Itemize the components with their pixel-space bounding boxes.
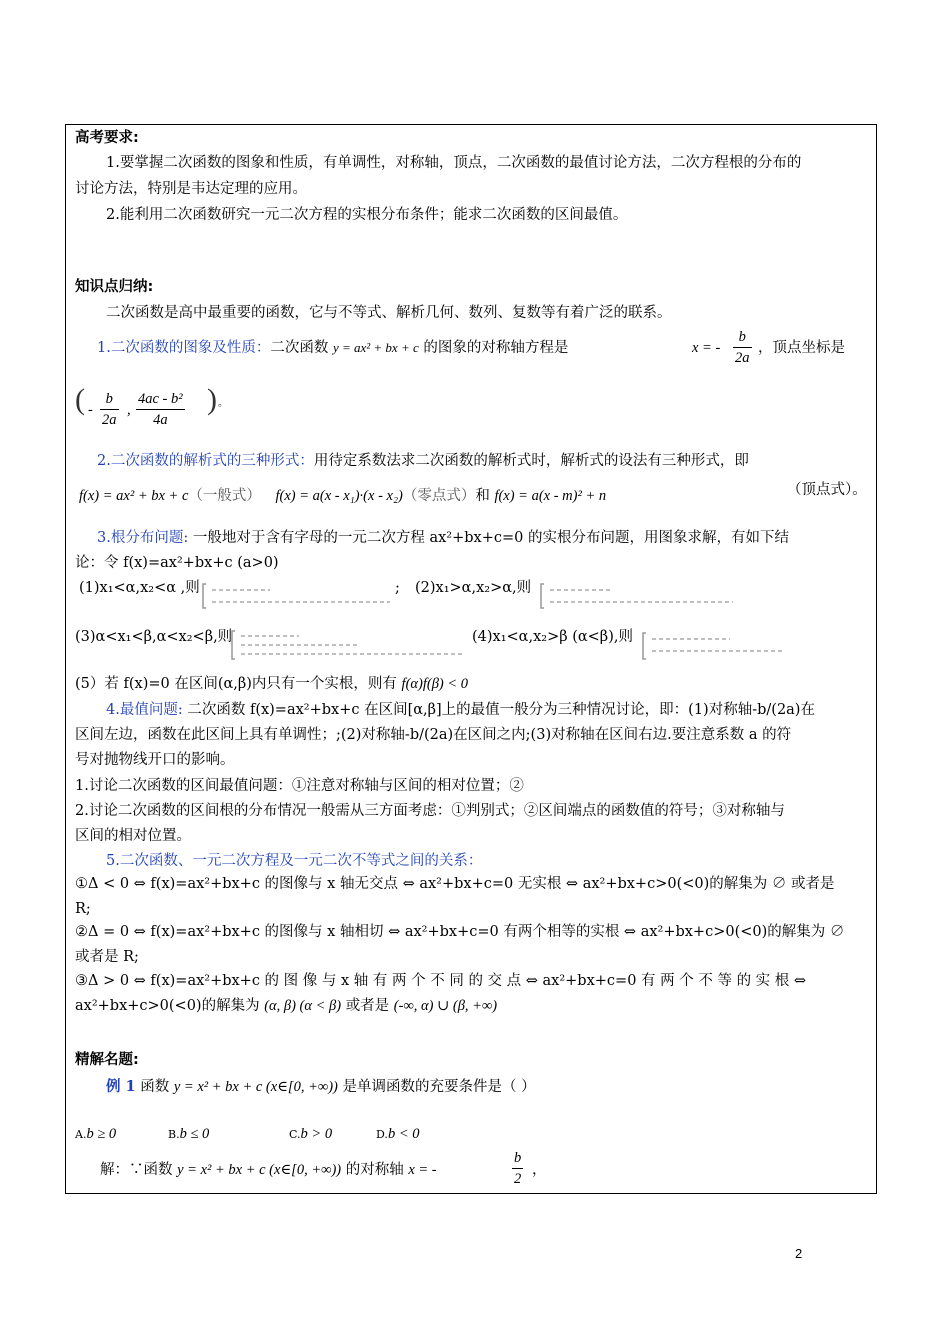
- requirements-heading: 高考要求:: [75, 130, 139, 146]
- option-b-label: B.: [168, 1128, 180, 1141]
- option-c-value: b > 0: [300, 1126, 333, 1142]
- relation-1-cont: R;: [75, 901, 91, 917]
- knowledge-heading: 知识点归纳:: [75, 279, 154, 295]
- point-2-forms: [79, 486, 606, 506]
- option-d-label: D.: [376, 1128, 388, 1141]
- example-1: [106, 1077, 536, 1097]
- point-1-formula: y = ax² + bx + c: [332, 340, 419, 355]
- case-1: (1)x₁<α,x₂<α ,则: [79, 580, 200, 596]
- relation-3-cont: [75, 996, 497, 1016]
- solution-text-b: 的对称轴: [345, 1162, 404, 1178]
- example-1-formula: y = x² + bx + c (x∈[0, +∞)): [173, 1079, 338, 1095]
- case-1-sep: ;: [395, 580, 400, 596]
- condition-system-1: [200, 582, 400, 610]
- vertex-period: 。: [218, 398, 228, 409]
- point-2-line: [97, 451, 749, 471]
- point-1-text-b: 的图象的对称轴方程是: [423, 340, 569, 356]
- point-2-label: 2.二次函数的解析式的三种形式：: [97, 453, 314, 469]
- option-d-value: b < 0: [387, 1126, 420, 1142]
- point-5-label: 5.二次函数、一元二次方程及一元二次不等式之间的关系：: [106, 853, 483, 869]
- point-2-text: 用待定系数法求二次函数的解析式时，解析式的设法有三种形式，即: [313, 453, 749, 469]
- relation-3: ③Δ > 0 ⇔ f(x)=ax²+bx+c 的 图 像 与 x 轴 有 两 个 不 同 的 交 点 ⇔ ax²+bx+c=0 有 两 个 不 等 的 实 根 ⇔: [75, 973, 807, 989]
- case-4: (4)x₁<α,x₂>β (α<β),则: [472, 629, 633, 645]
- point-4-text: 二次函数 f(x)=ax²+bx+c 在区间[α,β]上的最值一般分为三种情况讨论，即：(1)对称轴-b/(2a)在: [187, 702, 815, 718]
- point-4-line: [106, 700, 815, 720]
- relation-2-cont: 或者是 R;: [75, 949, 139, 965]
- solution-axis-frac: [512, 1148, 523, 1189]
- axis-den: 2a: [735, 350, 750, 366]
- point-1-line: [97, 338, 568, 358]
- option-a-value: b ≥ 0: [86, 1126, 117, 1142]
- point-3-line: [97, 528, 789, 548]
- vertex-num-1: b: [100, 389, 119, 410]
- frac-axis: [733, 327, 752, 368]
- solution-text: 解：∵函数: [100, 1162, 173, 1178]
- solution-axis-num: b: [512, 1148, 523, 1169]
- axis-num: b: [733, 327, 752, 348]
- case-2: (2)x₁>α,x₂>α,则: [415, 580, 532, 596]
- option-d: [376, 1124, 419, 1145]
- relation-3-set-1: (α, β) (α < β): [264, 998, 342, 1014]
- examples-heading: 精解名题:: [75, 1052, 139, 1068]
- knowledge-intro: 二次函数是高中最重要的函数，它与不等式、解析几何、数列、复数等有着广泛的联系。: [106, 305, 672, 321]
- note-2: 2.讨论二次函数的区间根的分布情况一般需从三方面考虑：①判别式；②区间端点的函数值的符号；③对称轴与: [75, 803, 785, 819]
- example-1-question: 是单调函数的充要条件是（ ）: [342, 1079, 536, 1095]
- vertex-frac-2: [136, 389, 185, 430]
- vertex-minus: -: [88, 402, 93, 418]
- vertex-paren-right: ): [207, 383, 217, 416]
- example-1-text: 函数: [140, 1079, 170, 1095]
- axis-lhs: x = -: [692, 340, 721, 356]
- solution-end: ，: [532, 1162, 547, 1178]
- vertex-label: ，顶点坐标是: [758, 340, 845, 356]
- form-vertex: f(x) = a(x - m)² + n: [494, 488, 607, 504]
- note-1: 1.讨论二次函数的区间最值问题：①注意对称轴与区间的相对位置；②: [75, 778, 524, 794]
- solution-formula: y = x² + bx + c (x∈[0, +∞)): [177, 1162, 342, 1178]
- form-zero: f(x) = a(x - x₁)·(x - x₂): [275, 488, 403, 504]
- relation-3-text: ax²+bx+c>0(<0)的解集为: [75, 998, 260, 1014]
- point-1-label: 1.二次函数的图象及性质：: [97, 340, 271, 356]
- solution-line: [100, 1160, 437, 1180]
- option-a: [75, 1124, 116, 1145]
- case-5: [75, 674, 468, 694]
- form-general: f(x) = ax² + bx + c: [79, 488, 189, 504]
- point-4-text-c: 号对抛物线开口的影响。: [75, 752, 235, 768]
- point-3-text: 一般地对于含有字母的一元二次方程 ax²+bx+c=0 的实根分布问题，用图象求解，有如下结: [192, 530, 789, 546]
- solution-axis-den: 2: [514, 1171, 522, 1187]
- relation-2: ②Δ = 0 ⇔ f(x)=ax²+bx+c 的图像与 x 轴相切 ⇔ ax²+bx+c=0 有两个相等的实根 ⇔ ax²+bx+c>0(<0)的解集为 ∅: [75, 924, 845, 940]
- page-number: 2: [795, 1246, 803, 1261]
- vertex-den-1: 2a: [102, 412, 117, 428]
- vertex-frac-1: [100, 389, 119, 430]
- condition-system-2: [538, 582, 738, 610]
- relation-3-set-2: (-∞, α) ∪ (β, +∞): [393, 998, 498, 1014]
- case-3: (3)α<x₁<β,α<x₂<β,则: [75, 629, 233, 645]
- point-3-label: 3.根分布问题:: [97, 530, 189, 546]
- requirement-2: 2.能利用二次函数研究一元二次方程的实根分布条件；能求二次函数的区间最值。: [106, 207, 628, 223]
- point-3-text-b: 论：令 f(x)=ax²+bx+c (a>0): [75, 555, 279, 571]
- requirement-1: 1.要掌握二次函数的图象和性质，有单调性，对称轴，顶点，二次函数的最值讨论方法，二次方程根的分布的: [106, 155, 802, 171]
- option-a-label: A.: [75, 1128, 87, 1141]
- form-zero-note: （零点式）: [402, 488, 476, 504]
- vertex-num-2: 4ac - b²: [136, 389, 185, 410]
- form-general-note: （一般式）: [188, 488, 261, 504]
- relation-1: ①Δ < 0 ⇔ f(x)=ax²+bx+c 的图像与 x 轴无交点 ⇔ ax²+bx+c=0 无实根 ⇔ ax²+bx+c>0(<0)的解集为 ∅ 或者是: [75, 876, 835, 892]
- option-c: [289, 1124, 332, 1145]
- requirement-1-cont: 讨论方法，特别是韦达定理的应用。: [75, 181, 307, 197]
- point-4-label: 4.最值问题:: [106, 702, 183, 718]
- note-2-cont: 区间的相对位置。: [75, 828, 191, 844]
- solution-axis-lhs: x = -: [408, 1162, 437, 1178]
- condition-system-3: [229, 629, 469, 661]
- form-and: 和: [475, 488, 490, 504]
- form-vertex-note: （顶点式）。: [787, 482, 867, 498]
- case-5-text: (5）若 f(x)=0 在区间(α,β)内只有一个实根，则有: [75, 676, 397, 692]
- case-5-formula: f(α)f(β) < 0: [401, 676, 469, 692]
- vertex-den-2: 4a: [153, 412, 168, 428]
- relation-3-or: 或者是: [345, 998, 390, 1014]
- option-c-label: C.: [289, 1128, 301, 1141]
- example-1-label: 例 1: [106, 1078, 136, 1095]
- condition-system-4: [640, 631, 800, 661]
- option-b-value: b ≤ 0: [179, 1126, 210, 1142]
- point-4-text-b: 区间左边，函数在此区间上具有单调性；;(2)对称轴-b/(2a)在区间之内;(3)对称轴在区间右边.要注意系数 a 的符: [75, 727, 792, 743]
- point-1-text: 二次函数: [270, 340, 329, 356]
- vertex-comma: ,: [127, 402, 131, 418]
- option-b: [168, 1124, 209, 1145]
- vertex-paren-left: (: [75, 383, 85, 416]
